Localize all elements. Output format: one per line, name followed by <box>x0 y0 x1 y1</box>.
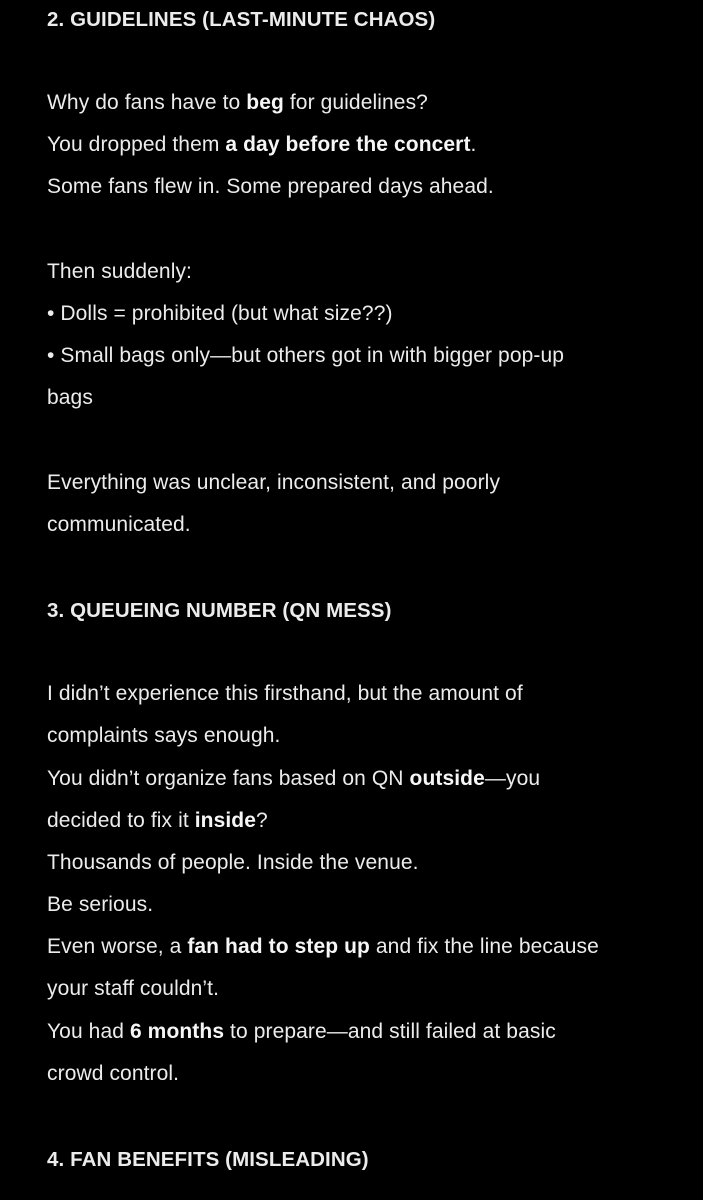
bullet-item: • Small bags only—but others got in with bigger pop-up <box>47 344 565 367</box>
paragraph-line: Then suddenly: <box>47 260 192 283</box>
section-heading-guidelines: 2. GUIDELINES (LAST-MINUTE CHAOS) <box>47 8 436 31</box>
emphasis: outside <box>409 767 485 790</box>
emphasis: fan had to step up <box>187 935 370 958</box>
bullet-item: • Dolls = prohibited (but what size??) <box>47 302 393 325</box>
paragraph-line: communicated. <box>47 513 191 536</box>
emphasis: 6 months <box>129 1020 225 1043</box>
emphasis: inside <box>194 809 257 832</box>
bullet-item-continuation: bags <box>47 386 93 409</box>
section-heading-fan-benefits: 4. FAN BENEFITS (MISLEADING) <box>47 1148 369 1171</box>
paragraph-line: I didn’t experience this firsthand, but the amount of <box>47 682 523 705</box>
paragraph-line: You had 6 months to prepare—and still failed at basic <box>47 1020 556 1043</box>
emphasis: beg <box>246 91 284 114</box>
paragraph-line: Why do fans have to beg for guidelines? <box>47 91 428 114</box>
paragraph-line: You didn’t organize fans based on QN outside—you <box>47 767 541 790</box>
paragraph-line: crowd control. <box>47 1062 180 1085</box>
paragraph-line: Some fans flew in. Some prepared days ahead. <box>47 175 494 198</box>
paragraph-line: complaints says enough. <box>47 724 281 747</box>
paragraph-line: You dropped them a day before the concert. <box>47 133 477 156</box>
paragraph-line: Even worse, a fan had to step up and fix the line because <box>47 935 599 958</box>
paragraph-line: decided to fix it inside? <box>47 809 268 832</box>
paragraph-line: Be serious. <box>47 893 154 916</box>
emphasis: a day before the concert <box>225 133 471 156</box>
paragraph-line: Thousands of people. Inside the venue. <box>47 851 419 874</box>
paragraph-line: Everything was unclear, inconsistent, and poorly <box>47 471 501 494</box>
section-heading-queueing: 3. QUEUEING NUMBER (QN MESS) <box>47 599 392 622</box>
paragraph-line: your staff couldn’t. <box>47 977 220 1000</box>
